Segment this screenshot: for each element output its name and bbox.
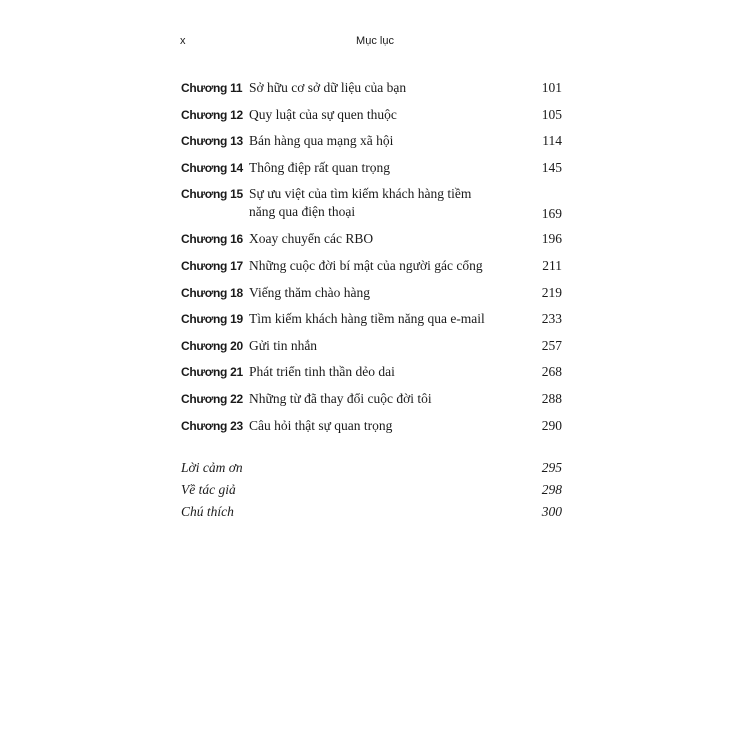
toc-entry bbox=[181, 283, 562, 310]
chapter-page: 114 bbox=[542, 133, 562, 149]
backmatter-entry bbox=[181, 501, 562, 523]
backmatter-page: 295 bbox=[541, 460, 562, 475]
chapter-title: Phát triển tinh thần dẻo dai bbox=[249, 364, 395, 380]
toc-entry bbox=[181, 336, 562, 363]
chapter-label: Chương 22 bbox=[181, 391, 243, 406]
chapter-title: Bán hàng qua mạng xã hội bbox=[249, 133, 394, 149]
toc-entry bbox=[181, 309, 562, 336]
table-of-contents bbox=[181, 78, 562, 442]
toc-entry bbox=[181, 131, 562, 158]
chapter-label: Chương 16 bbox=[181, 232, 243, 247]
chapter-page: 233 bbox=[541, 311, 562, 327]
backmatter-list bbox=[181, 457, 562, 523]
chapter-title: Viếng thăm chào hàng bbox=[249, 284, 371, 300]
chapter-page: 290 bbox=[541, 417, 562, 433]
chapter-label: Chương 23 bbox=[181, 418, 243, 433]
chapter-label: Chương 14 bbox=[181, 160, 243, 175]
chapter-page: 257 bbox=[541, 337, 562, 353]
chapter-title: Thông điệp rất quan trọng bbox=[249, 159, 390, 175]
backmatter-title: Về tác giả bbox=[181, 482, 236, 497]
toc-entry bbox=[181, 158, 562, 185]
toc-entry bbox=[181, 229, 562, 256]
chapter-title: Những cuộc đời bí mật của người gác cổng bbox=[249, 257, 483, 273]
chapter-label: Chương 12 bbox=[181, 107, 243, 122]
backmatter-page: 298 bbox=[541, 482, 562, 497]
chapter-page: 268 bbox=[541, 364, 562, 380]
chapter-label: Chương 13 bbox=[181, 134, 243, 149]
chapter-title: Sở hữu cơ sở dữ liệu của bạn bbox=[249, 80, 407, 95]
running-title: Mục lục bbox=[356, 35, 394, 47]
chapter-title: Những từ đã thay đổi cuộc đời tôi bbox=[249, 390, 432, 406]
chapter-page: 145 bbox=[541, 159, 562, 175]
backmatter-entry bbox=[181, 457, 562, 479]
chapter-title: Sự ưu việt của tìm kiếm khách hàng tiềm năng qua điện thoại bbox=[249, 186, 472, 220]
chapter-label: Chương 17 bbox=[181, 258, 243, 273]
chapter-page: 196 bbox=[541, 231, 562, 247]
backmatter-title: Chú thích bbox=[181, 504, 234, 519]
chapter-page: 219 bbox=[541, 284, 562, 300]
chapter-label: Chương 11 bbox=[181, 81, 243, 95]
toc-entry bbox=[181, 184, 562, 229]
toc-entry bbox=[181, 416, 562, 443]
chapter-title: Xoay chuyển các RBO bbox=[249, 231, 374, 247]
chapter-page: 105 bbox=[541, 106, 562, 122]
chapter-title: Tìm kiếm khách hàng tiềm năng qua e-mail bbox=[249, 311, 485, 327]
toc-entry bbox=[181, 389, 562, 416]
backmatter-entry bbox=[181, 479, 562, 501]
chapter-label: Chương 15 bbox=[181, 187, 243, 202]
chapter-title: Gửi tin nhắn bbox=[249, 337, 318, 353]
chapter-title: Câu hỏi thật sự quan trọng bbox=[249, 417, 393, 433]
chapter-label: Chương 18 bbox=[181, 285, 243, 300]
toc-entry bbox=[181, 362, 562, 389]
chapter-title: Quy luật của sự quen thuộc bbox=[249, 106, 397, 122]
chapter-page: 211 bbox=[542, 257, 562, 273]
chapter-label: Chương 20 bbox=[181, 338, 243, 353]
toc-entry bbox=[181, 78, 562, 105]
toc-entry bbox=[181, 105, 562, 132]
backmatter-page: 300 bbox=[541, 504, 562, 519]
backmatter-title: Lời cảm ơn bbox=[181, 460, 243, 475]
toc-entry bbox=[181, 256, 562, 283]
chapter-label: Chương 19 bbox=[181, 312, 243, 327]
chapter-page: 101 bbox=[541, 80, 562, 95]
chapter-page: 169 bbox=[541, 206, 562, 222]
page-number: x bbox=[180, 35, 186, 47]
chapter-label: Chương 21 bbox=[181, 365, 243, 380]
chapter-page: 288 bbox=[541, 390, 562, 406]
